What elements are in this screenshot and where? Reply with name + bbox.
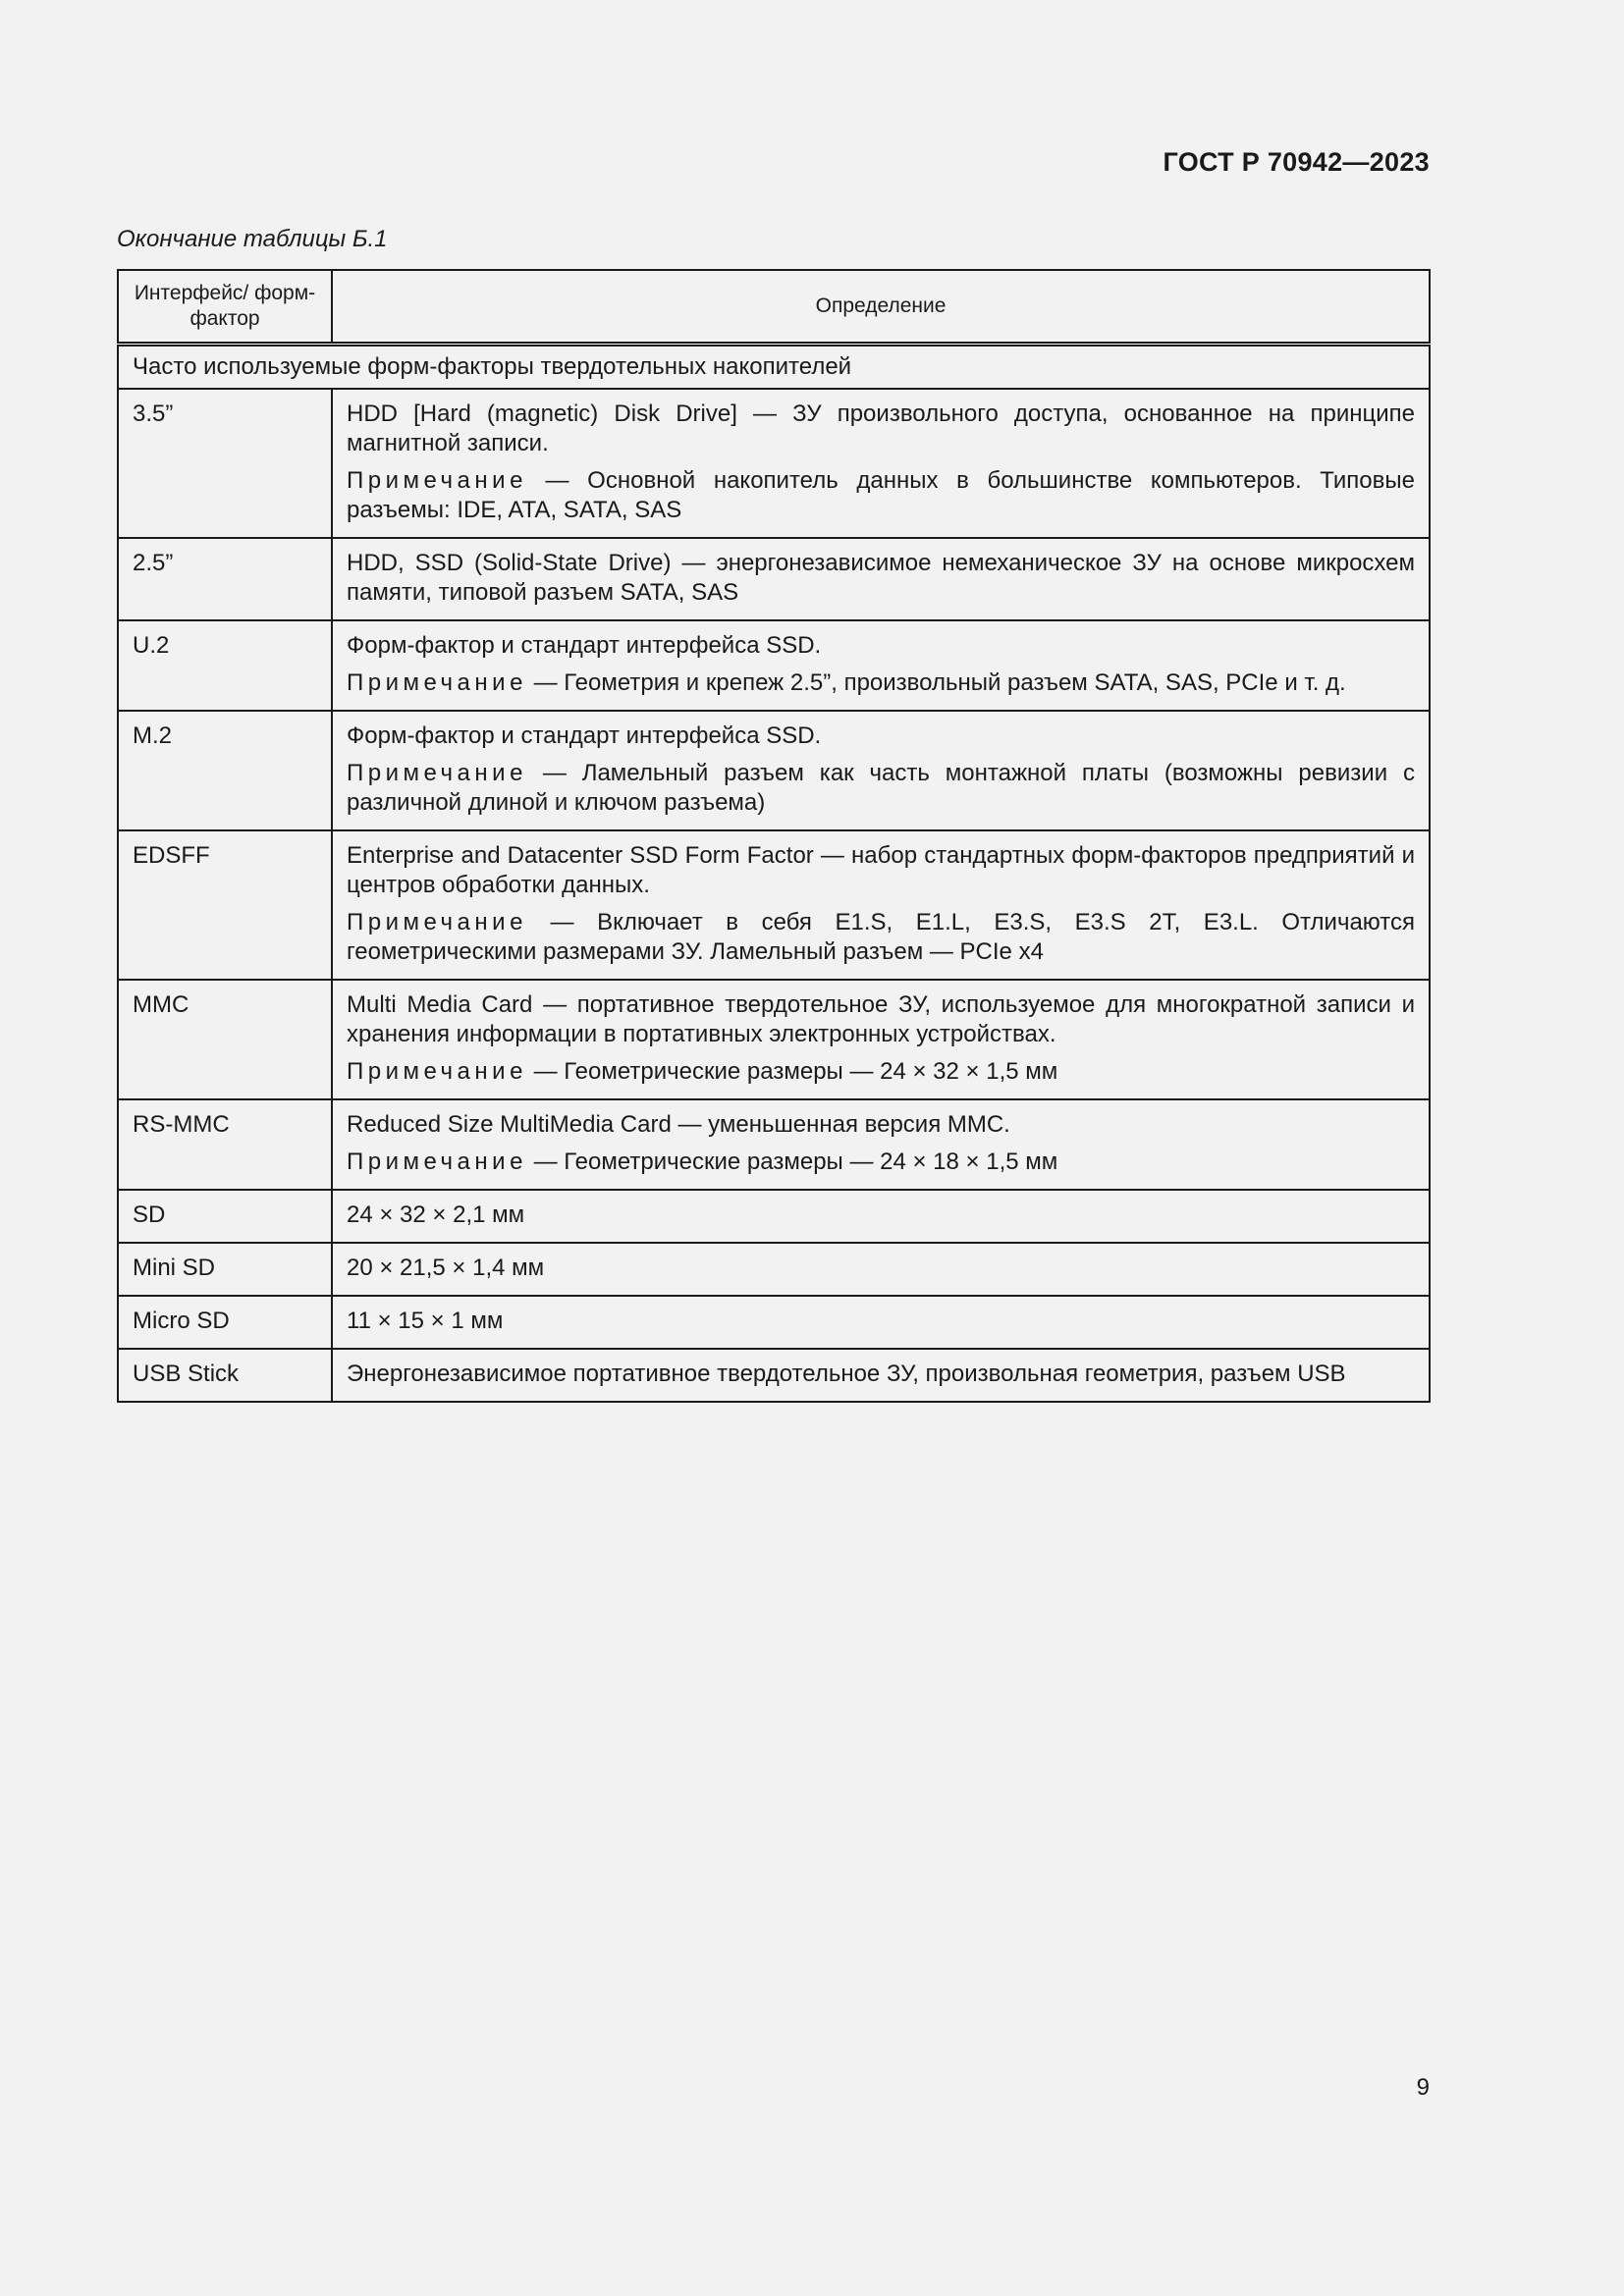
page-number: 9: [1416, 2074, 1430, 2101]
note-label: Примечание: [347, 1148, 527, 1175]
note-paragraph: [347, 668, 1415, 698]
form-factor-name: Mini SD: [118, 1243, 332, 1296]
note-text: — Геометрические размеры — 24 × 32 × 1,5 мм: [533, 1058, 1058, 1085]
form-factor-name: RS-MMC: [118, 1099, 332, 1190]
table-row: [118, 1296, 1430, 1349]
note-paragraph: [347, 466, 1415, 525]
form-factor-definition: [332, 830, 1430, 980]
note-paragraph: [347, 1148, 1415, 1177]
form-factor-name: SD: [118, 1190, 332, 1243]
column-header-definition: Определение: [332, 270, 1430, 345]
note-label: Примечание: [347, 467, 527, 494]
note-text: — Геометрические размеры — 24 × 18 × 1,5 мм: [533, 1148, 1058, 1175]
definition-text: HDD, SSD (Solid-State Drive) — энергонезависимое немеханическое ЗУ на основе микросхем памяти, типовой разъем SATA, SAS: [347, 550, 1415, 606]
table-row: [118, 1349, 1430, 1402]
form-factor-definition: [332, 538, 1430, 620]
form-factor-name: M.2: [118, 711, 332, 830]
table-row: [118, 538, 1430, 620]
form-factor-definition: [332, 389, 1430, 538]
form-factor-name: EDSFF: [118, 830, 332, 980]
definition-text: Enterprise and Datacenter SSD Form Factor — набор стандартных форм-факторов предприятий и центров обработки данных.: [347, 842, 1415, 898]
note-label: Примечание: [347, 669, 527, 696]
note-paragraph: [347, 908, 1415, 967]
definition-text: Multi Media Card — портативное твердотельное ЗУ, используемое для многократной записи и хранения информации в портативных электронных устройствах.: [347, 991, 1415, 1047]
definition-text: Форм-фактор и стандарт интерфейса SSD.: [347, 632, 822, 659]
form-factor-definition: [332, 711, 1430, 830]
form-factor-definition: [332, 1243, 1430, 1296]
table-row: [118, 711, 1430, 830]
definition-text: 11 × 15 × 1 мм: [347, 1308, 504, 1334]
note-label: Примечание: [347, 909, 527, 935]
form-factor-name: 3.5”: [118, 389, 332, 538]
table-row: [118, 1190, 1430, 1243]
form-factor-name: Micro SD: [118, 1296, 332, 1349]
definition-text: Форм-фактор и стандарт интерфейса SSD.: [347, 722, 822, 749]
form-factor-name: 2.5”: [118, 538, 332, 620]
table-row: [118, 620, 1430, 711]
definition-text: Энергонезависимое портативное твердотельное ЗУ, произвольная геометрия, разъем USB: [347, 1361, 1346, 1387]
section-title: Часто используемые форм-факторы твердотельных накопителей: [118, 345, 1430, 390]
form-factor-definition: [332, 620, 1430, 711]
table-header-row: [118, 270, 1430, 345]
definition-text: HDD [Hard (magnetic) Disk Drive] — ЗУ произвольного доступа, основанное на принципе магнитной записи.: [347, 400, 1415, 456]
note-label: Примечание: [347, 760, 527, 786]
form-factor-table: [117, 269, 1431, 1403]
note-paragraph: [347, 759, 1415, 818]
table-body: [118, 345, 1430, 1403]
form-factor-definition: [332, 1099, 1430, 1190]
table-caption: Окончание таблицы Б.1: [117, 226, 388, 252]
table-row: [118, 389, 1430, 538]
note-text: — Геометрия и крепеж 2.5”, произвольный разъем SATA, SAS, PCIe и т. д.: [533, 669, 1346, 696]
form-factor-definition: [332, 1296, 1430, 1349]
definition-text: Reduced Size MultiMedia Card — уменьшенная версия MMC.: [347, 1111, 1010, 1138]
column-header-interface: Интерфейс/ форм-фактор: [118, 270, 332, 345]
note-label: Примечание: [347, 1058, 527, 1085]
note-text: — Основной накопитель данных в большинстве компьютеров. Типовые разъемы: IDE, ATA, SATA, SAS: [347, 467, 1415, 523]
section-row: [118, 345, 1430, 390]
form-factor-definition: [332, 1349, 1430, 1402]
note-paragraph: [347, 1057, 1415, 1087]
table-row: [118, 1099, 1430, 1190]
table-row: [118, 830, 1430, 980]
form-factor-definition: [332, 1190, 1430, 1243]
form-factor-definition: [332, 980, 1430, 1099]
definition-text: 20 × 21,5 × 1,4 мм: [347, 1255, 545, 1281]
document-code: ГОСТ Р 70942—2023: [1163, 147, 1430, 177]
form-factor-name: USB Stick: [118, 1349, 332, 1402]
form-factor-name: MMC: [118, 980, 332, 1099]
note-text: — Ламельный разъем как часть монтажной платы (возможны ревизии с различной длиной и ключом разъема): [347, 760, 1415, 816]
note-text: — Включает в себя E1.S, E1.L, E3.S, E3.S 2T, E3.L. Отличаются геометрическими размерами ЗУ. Ламельный разъем — PCIe x4: [347, 909, 1416, 965]
table-row: [118, 980, 1430, 1099]
definition-text: 24 × 32 × 2,1 мм: [347, 1201, 525, 1228]
form-factor-name: U.2: [118, 620, 332, 711]
table-row: [118, 1243, 1430, 1296]
